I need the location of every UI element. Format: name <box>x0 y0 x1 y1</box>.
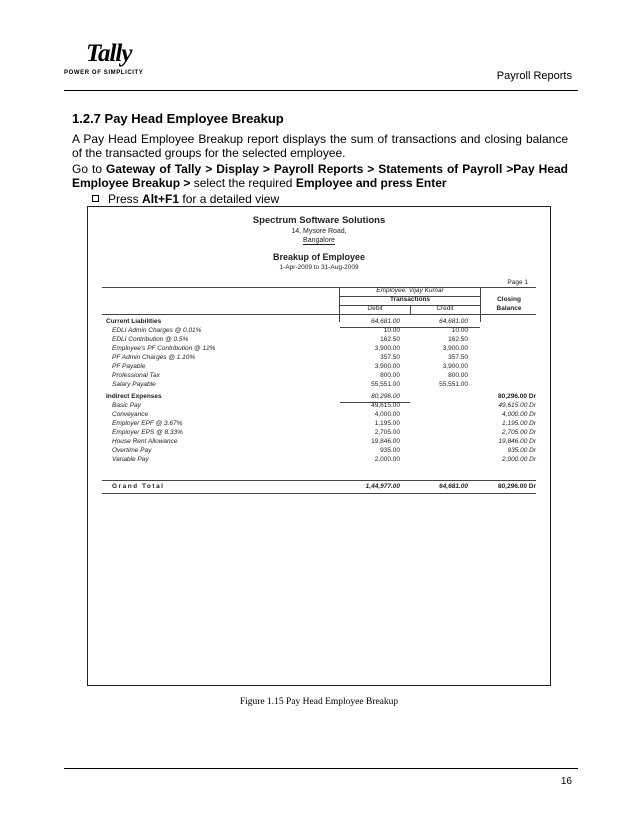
item-closing: 935.00 Dr <box>507 447 536 454</box>
page-number: 16 <box>560 776 572 787</box>
header-title: Payroll Reports <box>496 70 572 82</box>
report-page-number: Page 1 <box>507 279 528 286</box>
bullet-item <box>92 192 279 206</box>
item-credit: 3,900.00 <box>442 363 468 370</box>
report-address: 14, Mysore Road, <box>291 228 347 235</box>
report-col-transactions: Transactions <box>389 296 431 303</box>
item-debit: 2,705.00 <box>374 429 400 436</box>
item-credit: 357.50 <box>448 354 468 361</box>
header-divider <box>64 90 578 91</box>
grand-total-label: Grand Total <box>112 483 165 490</box>
bullet-pre: Press <box>108 192 139 206</box>
report-employee: Employee: Vijay Kumar <box>376 287 444 294</box>
tally-logo <box>64 40 174 82</box>
item-debit: 1,195.00 <box>374 420 400 427</box>
report-col-debit: Debit <box>367 305 383 312</box>
item-debit: 19,846.00 <box>371 438 400 445</box>
intro-paragraph: A Pay Head Employee Breakup report displays the sum of transactions and closing balance of the transacted groups for the selected employee. <box>72 132 568 160</box>
bullet-box-icon <box>92 195 99 202</box>
grand-total-credit: 64,681.00 <box>439 483 468 490</box>
report-title: Breakup of Employee <box>272 252 366 262</box>
group-debit: 80,296.00 <box>371 393 400 400</box>
item-debit: 3,900.00 <box>374 363 400 370</box>
item-debit: 55,551.00 <box>371 381 400 388</box>
group-debit: 64,681.00 <box>371 318 400 325</box>
item-name: PF Payable <box>112 363 146 370</box>
bullet-post: for a detailed view <box>182 192 280 206</box>
item-closing: 2,000.00 Dr <box>502 456 536 463</box>
group-credit: 64,681.00 <box>439 318 468 325</box>
item-closing: 2,705.00 Dr <box>502 429 536 436</box>
item-debit: 49,615.00 <box>371 402 400 409</box>
report-period: 1-Apr-2009 to 31-Aug-2009 <box>279 264 359 271</box>
group-name: Current Liabilities <box>106 318 162 325</box>
item-debit: 2,000.00 <box>374 456 400 463</box>
logo-wordmark: Tally <box>86 40 132 67</box>
report-rule <box>102 493 536 494</box>
figure-caption: Figure 1.15 Pay Head Employee Breakup <box>239 697 399 707</box>
item-closing: 49,615.00 Dr <box>498 402 536 409</box>
footer-divider <box>64 768 578 769</box>
item-closing: 1,195.00 Dr <box>502 420 536 427</box>
item-debit: 935.00 <box>380 447 400 454</box>
report-rule <box>102 314 536 315</box>
grand-total-closing: 80,296.00 Dr <box>498 483 536 490</box>
item-debit: 162.50 <box>380 336 400 343</box>
logo-tagline: POWER OF SIMPLICITY <box>64 70 144 76</box>
steps-paragraph <box>72 162 568 190</box>
report-company: Spectrum Software Solutions <box>252 215 386 226</box>
item-debit: 357.50 <box>380 354 400 361</box>
report-col-closing: Closing <box>497 296 521 303</box>
item-debit: 4,000.00 <box>374 411 400 418</box>
item-credit: 3,900.00 <box>442 345 468 352</box>
item-closing: 19,846.00 Dr <box>498 438 536 445</box>
item-credit: 800.00 <box>448 372 468 379</box>
item-name: Salary Payable <box>112 381 156 388</box>
steps-menu-path: Gateway of Tally > Display > Payroll Reports > Statements of Payroll >Pay Head Employee Breakup > <box>72 162 569 190</box>
report-figure <box>87 206 551 686</box>
item-credit: 10.00 <box>451 327 468 334</box>
bullet-key: Alt+F1 <box>142 192 180 206</box>
item-name: Overtime Pay <box>112 447 152 454</box>
steps-end: Employee and press Enter <box>295 176 447 190</box>
report-col-balance: Balance <box>496 305 522 312</box>
item-name: PF Admin Charges @ 1.10% <box>112 354 196 361</box>
item-name: EDLI Contribution @ 0.5% <box>112 336 189 343</box>
grand-total-debit: 1,44,977.00 <box>365 483 400 490</box>
item-name: Professional Tax <box>112 372 160 379</box>
steps-go-to: Go to <box>72 162 103 176</box>
item-credit: 162.50 <box>448 336 468 343</box>
item-name: Employer EPF @ 3.67% <box>112 420 183 427</box>
item-name: Employee's PF Contribution @ 12% <box>112 345 216 352</box>
item-closing: 4,000.00 Dr <box>502 411 536 418</box>
group-closing: 80,296.00 Dr <box>498 393 536 400</box>
report-rule <box>102 480 536 481</box>
item-name: Basic Pay <box>112 402 141 409</box>
report-city-line <box>88 237 550 244</box>
item-name: Variable Pay <box>112 456 149 463</box>
item-debit: 3,900.00 <box>374 345 400 352</box>
item-debit: 10.00 <box>383 327 400 334</box>
report-col-credit: Credit <box>436 305 454 312</box>
item-name: Conveyance <box>112 411 149 418</box>
item-debit: 800.00 <box>380 372 400 379</box>
item-credit: 55,551.00 <box>439 381 468 388</box>
section-heading: 1.2.7 Pay Head Employee Breakup <box>72 111 284 126</box>
item-name: House Rent Allowance <box>112 438 178 445</box>
steps-middle: select the required <box>193 176 293 190</box>
report-city: Bangalore <box>303 237 335 244</box>
group-name: Indirect Expenses <box>106 393 162 400</box>
item-name: Employer EPS @ 8.33% <box>112 429 183 436</box>
item-name: EDLI Admin Charges @ 0.01% <box>112 327 202 334</box>
